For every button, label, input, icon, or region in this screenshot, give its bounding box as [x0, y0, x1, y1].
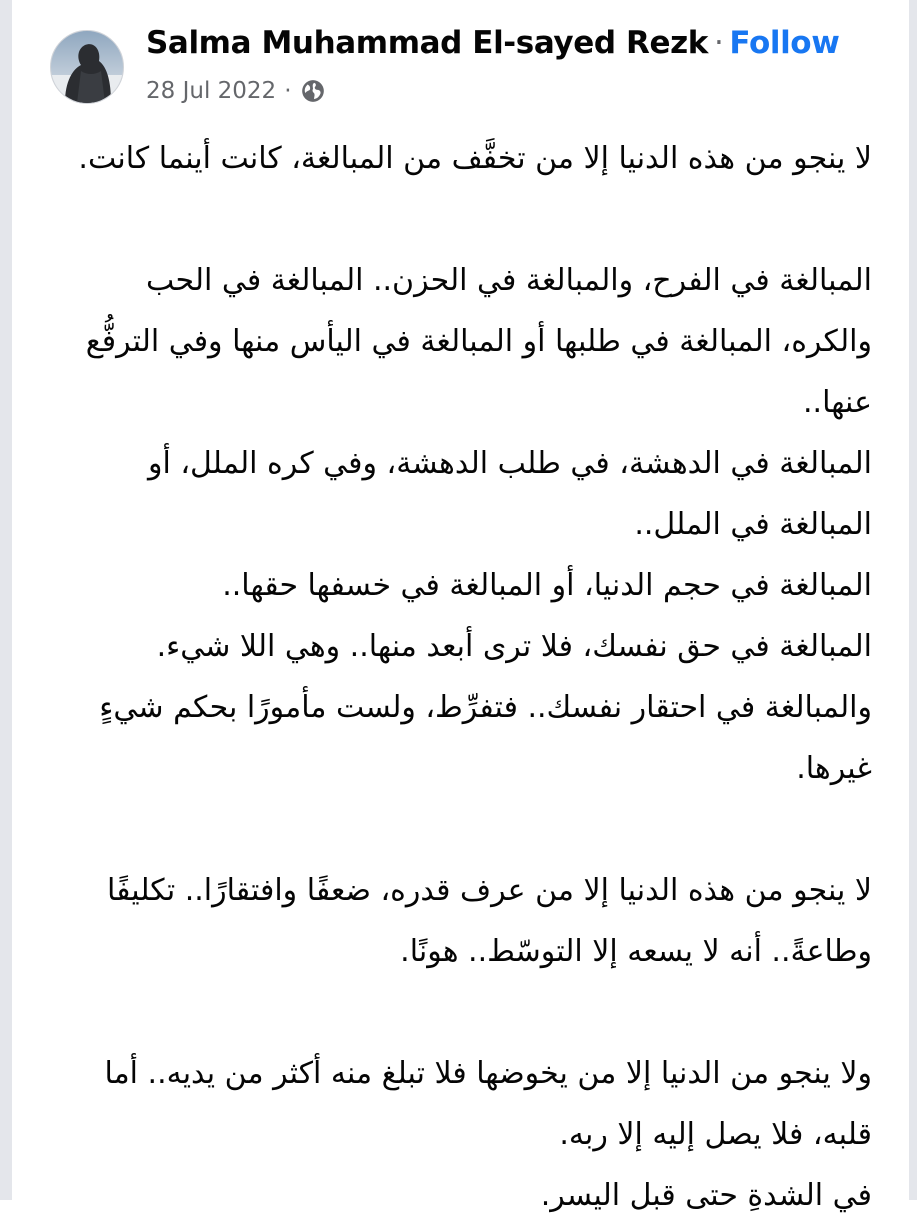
post-header — [50, 22, 900, 112]
avatar[interactable] — [50, 30, 124, 104]
post-paragraph: والمبالغة في احتقار نفسك.. فتفرِّط، ولست مأمورًا بحكم شيءٍ غيرها. — [99, 690, 872, 786]
post-paragraph: المبالغة في الفرح، والمبالغة في الحزن.. المبالغة في الحب والكره، المبالغة في طلبها أو المبالغة في اليأس منها وفي الترفُّع عنها.. — [85, 263, 872, 420]
post-date[interactable]: 28 Jul 2022 — [146, 78, 277, 104]
post-card — [12, 0, 909, 1213]
post-paragraph: المبالغة في حق نفسك، فلا ترى أبعد منها.. وهي اللا شيء. — [156, 629, 872, 664]
separator-dot: · — [284, 78, 292, 104]
author-line — [146, 22, 839, 64]
feed-background-left — [0, 0, 12, 1200]
post-paragraph: لا ينجو من هذه الدنيا إلا من عرف قدره، ضعفًا وافتقارًا.. تكليفًا وطاعةً.. أنه لا يسعه إلا التوسّط.. هونًا. — [106, 873, 872, 969]
post-paragraph: في الشدةِ حتى قبل اليسر. — [540, 1178, 872, 1213]
post-paragraph: ولا ينجو من الدنيا إلا من يخوضها فلا تبلغ منه أكثر من يديه.. أما قلبه، فلا يصل إليه إلا ربه. — [104, 1056, 872, 1152]
globe-icon[interactable] — [300, 78, 326, 104]
post-meta — [146, 76, 326, 106]
follow-button[interactable]: Follow — [729, 25, 840, 61]
post-paragraph: المبالغة في حجم الدنيا، أو المبالغة في خسفها حقها.. — [222, 568, 872, 603]
feed-background-right — [909, 0, 917, 1200]
paragraph-gap — [72, 799, 872, 860]
avatar-photo — [51, 31, 123, 103]
post-body — [72, 128, 872, 1226]
author-name[interactable]: Salma Muhammad El-sayed Rezk — [146, 25, 708, 61]
separator-dot: · — [713, 25, 724, 61]
post-paragraph: المبالغة في الدهشة، في طلب الدهشة، وفي كره الملل، أو المبالغة في الملل.. — [148, 446, 872, 542]
paragraph-gap — [72, 189, 872, 250]
post-paragraph: لا ينجو من هذه الدنيا إلا من تخفَّف من المبالغة، كانت أينما كانت. — [78, 141, 872, 176]
paragraph-gap — [72, 982, 872, 1043]
